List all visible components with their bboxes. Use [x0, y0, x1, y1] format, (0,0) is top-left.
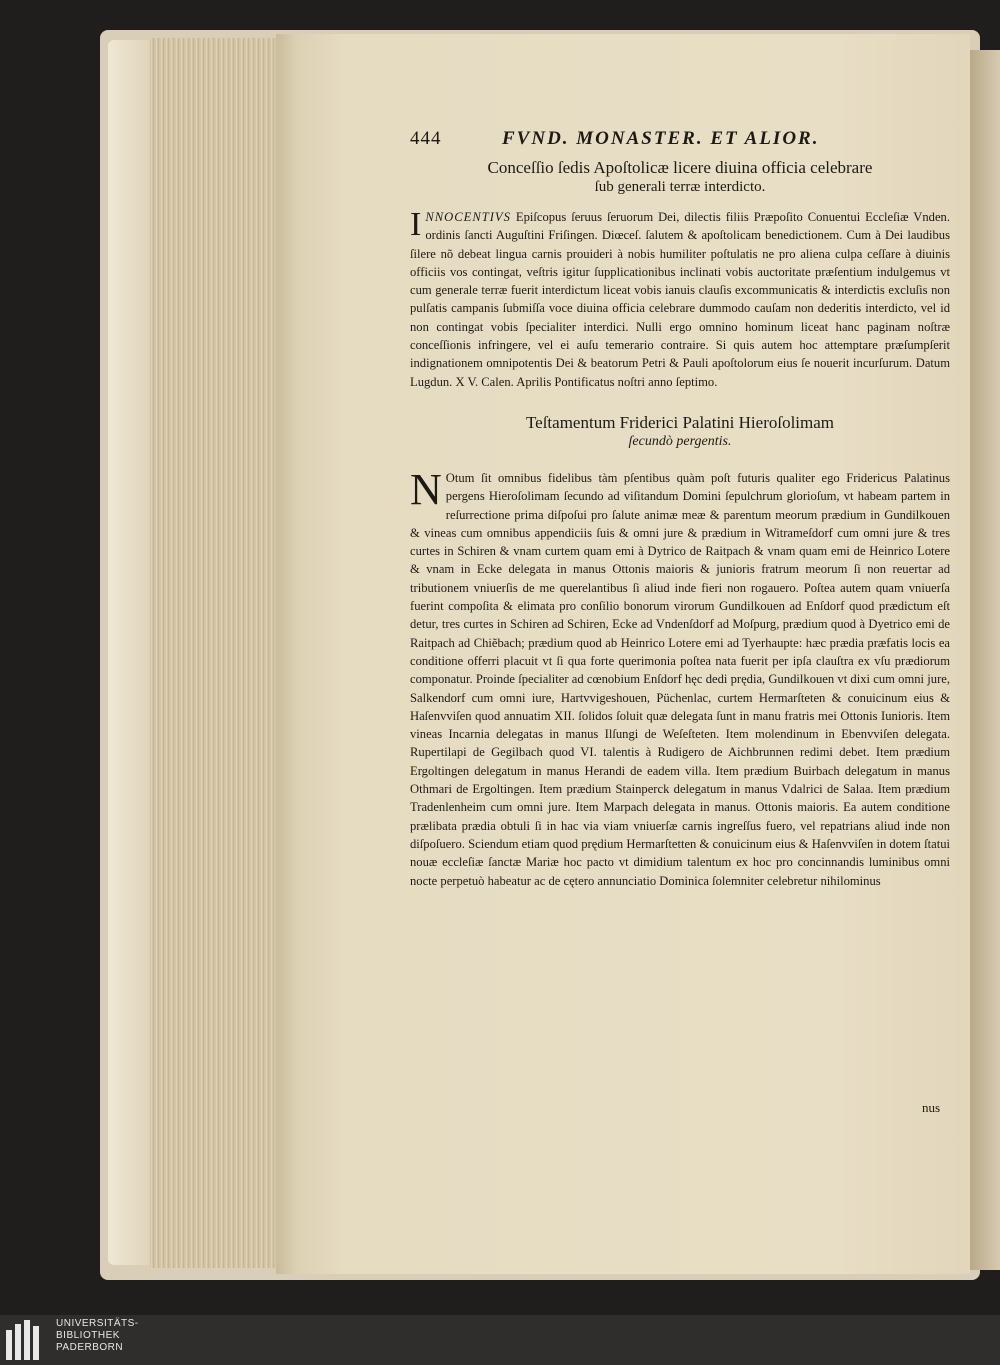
facing-page-edge [970, 50, 1000, 1270]
section1-lead: NNOCENTIVS [425, 210, 511, 224]
page-text-block [410, 128, 950, 890]
catchword: nus [922, 1100, 941, 1115]
section2-title: Teſtamentum Friderici Palatini Hieroſolimam [525, 412, 835, 432]
section2-paragraph [410, 464, 950, 890]
section2-subtitle: ſecundò pergentis. [628, 433, 732, 449]
section1-paragraph [410, 208, 950, 391]
library-line3: PADERBORN [56, 1342, 124, 1353]
running-title: FVND. MONASTER. ET ALIOR. [502, 128, 820, 149]
page-header [410, 128, 950, 150]
library-line2: BIBLIOTHEK [56, 1330, 120, 1341]
section1-subtitle: ſub generali terræ interdicto. [594, 179, 766, 195]
section2-dropcap: N [410, 464, 442, 514]
section1-dropcap: I [410, 206, 422, 243]
footer-bar [0, 1315, 1000, 1365]
page-number: 444 [410, 128, 442, 149]
section2-body: Otum ſit omnibus fidelibus tàm pſentibus quàm poſt futuris qualiter ego Fridericus Palatinus pergens Hieroſolimam ſecundo ad viſitandum Domini ſepulchrum glorioſum, vt habeam partem in reſurrectione prima diſpoſui pro ſalute animæ meæ & parentum meorum prædium in Gundilkouen & vineas cum omnibus appendiciis ſuis & omni jure & prædium in Witrameſdorf cum omni jure & tres curtes in Schiren & vnam curtem quam emi à Dytrico de Raitpach & vnam quam emi de Heinrico Lotere & vnam in Ecke delegata in manus Ottonis maioris & junioris fratrum meorum ſi non reuertar ad tributionem vniuerſis de me querelantibus ſi aliud inde fieri non rogauero. Poſtea autem quam vniuerſa fuerint compoſita & elimata pro conſilio bonorum virorum Gundilkouen ad Enſdorf quod prædictum eſt detur, tres curtes in Schiren ad Schiren, Ecke ad Vndenſdorf ad Moſpurg, prædium quod à Dyetrico emi de Raitpach ad Chiẽbach; prædium quod ab Heinrico Lotere emi ad Tyerhaupte: hæc prædia præfatis locis ea conditione offerri placuit vt ſi qua forte querimonia poſtea nata fuerit per ipſa clauſtra ex vſu prædiorum componatur. Proinde ſpecialiter ad cœnobium Enſdorf hęc dedi prędia, Gundilkouen vt dixi cum omni jure, Salkendorf cum omni iure, Hartvvigeshouen, Püchenlac, curtem Hermarſteten & conuicinum eius & Haſenvviſen quod annuatim XII. ſolidos ſoluit quæ delegata ſunt in manu fratris mei Ottonis Iunioris. Item vineas Incarnia delegatas in manus Ilſungi de Weſeſteten. Item molendinum in Ebenvviſen delegata. Rupertilapi de Gegilbach quod VI. talentis à Rudigero de Aichbrunnen redimi debet. Item prædium Ergoltingen delegatum in manus Herandi de eadem villa. Item prædium Buirbach delegatum in manus Othmari de Ergoltingen. Item prædium Stainperck delegatum in manus Vdalrici de Salaa. Item prædium Tradenlenheim cum omni jure. Item Marpach delegata in manus. Ottonis maioris. Ea autem conditione prælibata prædia obtuli ſi in hac via viam vniuerſæ carnis ingreſſus fuero, vel repatrians aliud inde non diſpoſuero. Sciendum etiam quod prędium Hermarſtetten & conuicinum eius & Haſenvviſen in dotem ſtatui nouæ eccleſiæ ſanctæ Mariæ hoc pacto vt dimidium talentum ex hoc pro concinnandis luminibus omni nocte perpetuò habeatur ac de cętero annunciatio Dominica ſolemniter celebretur nihilominus [410, 470, 950, 888]
library-line1: UNIVERSITÄTS- [56, 1318, 139, 1329]
section1-body: Epiſcopus ſeruus ſeruorum Dei, dilectis filiis Præpoſito Conuentui Eccleſiæ Vnden. ordinis ſancti Auguſtini Friſingen. Diœceſ. ſalutem & apoſtolicam benedictionem. Cum à Dei laudibus ſilere nõ debeat lingua carnis prouideri à nobis humiliter poſtulatis ne pro aliena culpa ceſſare à diuinis officiis vos contingat, veſtris igitur ſupplicationibus inclinati vobis auctoritate præſentium indulgemus vt cum generale terræ fuerit interdictum liceat vobis ianuis clauſis excommunicatis & interdictis excluſis non pulſatis campanis ſubmiſſa voce diuina officia celebrare dummodo cauſam non dederitis interdicto, vel id non contingat vobis ſpecialiter interdici. Nulli ergo omnino hominum liceat hanc paginam noſtræ conceſſionis infringere, vel ei auſu temerario contraire. Si quis autem hoc attemptare præſumpſerit indignationem omnipotentis Dei & beatorum Petri & Pauli apoſtolorum eius ſe nouerit incurſurum. Datum Lugdun. X V. Calen. Aprilis Pontificatus noſtri anno ſeptimo. [410, 210, 950, 389]
section1-title: Conceſſio ſedis Apoſtolicæ licere diuina officia celebrare [487, 158, 873, 177]
library-logo-icon [6, 1320, 46, 1360]
library-name [56, 1318, 139, 1354]
page-edges [150, 38, 280, 1268]
